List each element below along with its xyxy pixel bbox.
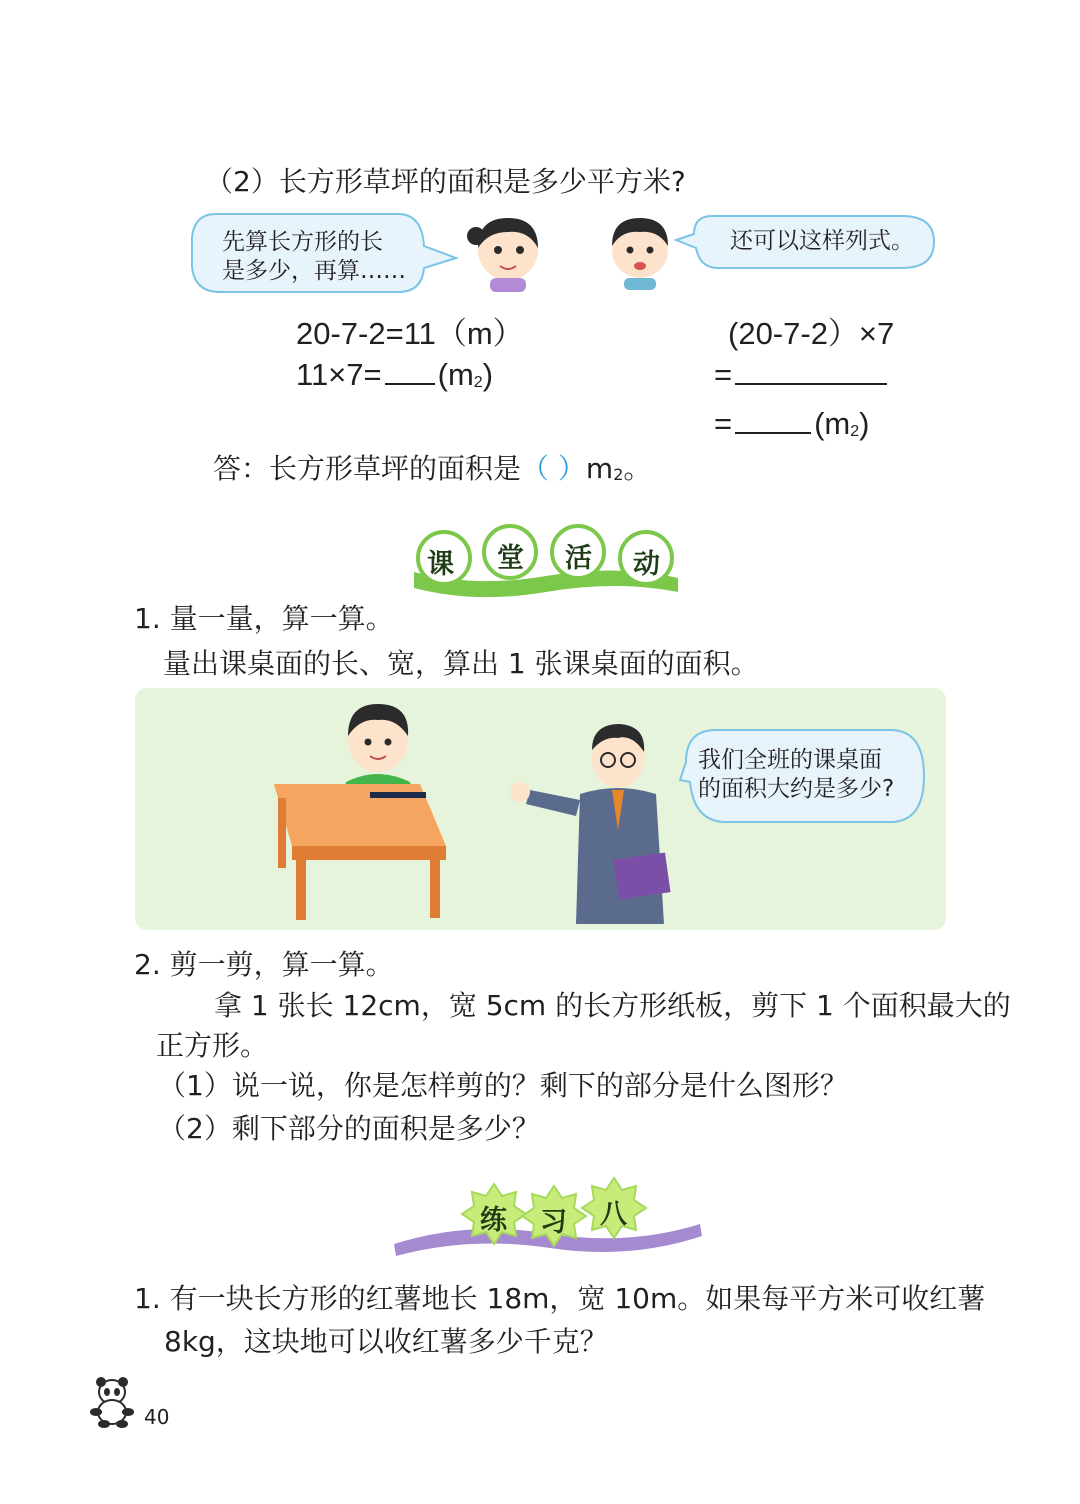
- exercise-char-2: 习: [540, 1207, 567, 1238]
- answer-prefix: 答：长方形草坪的面积是: [213, 452, 522, 485]
- boy-bubble-text: 还可以这样列式。: [730, 228, 914, 254]
- student-at-desk-illustration: [270, 700, 460, 922]
- activity-char-2: 堂: [497, 543, 524, 574]
- question-2-title: （2）长方形草坪的面积是多少平方米?: [205, 165, 686, 198]
- page-number: 40: [144, 1405, 170, 1429]
- left-calc-line-2-prefix: 11×7=: [296, 357, 382, 392]
- boy-illustration: [606, 212, 674, 290]
- right-calc-line-1: (20-7-2）×7: [728, 316, 895, 351]
- exercise-item-1-line-2: 8kg，这块地可以收红薯多少千克？: [164, 1325, 608, 1358]
- unit-exponent: 2: [850, 423, 860, 440]
- activity-item-1-text: 量出课桌面的长、宽，算出 1 张课桌面的面积。: [163, 647, 759, 680]
- answer-unit-exponent: 2: [613, 465, 624, 484]
- activity-item-2-line-1: 拿 1 张长 12cm，宽 5cm 的长方形纸板，剪下 1 个面积最大的: [214, 989, 1011, 1022]
- teacher-bubble-line-1: 我们全班的课桌面: [698, 747, 882, 773]
- activity-item-2-title: 2. 剪一剪，算一算。: [134, 948, 394, 981]
- girl-bubble-line-1: 先算长方形的长: [222, 229, 383, 255]
- panda-icon: [88, 1376, 138, 1428]
- activity-item-2-line-2: 正方形。: [156, 1029, 269, 1062]
- unit: (m: [814, 406, 851, 441]
- unit-close: ): [859, 406, 870, 441]
- answer-end: 。: [623, 452, 652, 485]
- answer-blank[interactable]: [735, 357, 887, 385]
- teacher-illustration: [500, 720, 690, 924]
- unit-exponent: 2: [473, 374, 483, 391]
- exercise-item-1-line-1: 1. 有一块长方形的红薯地长 18m，宽 10m。如果每平方米可收红薯: [134, 1282, 986, 1315]
- girl-illustration: [462, 210, 548, 292]
- exercise-char-3: 八: [600, 1199, 627, 1230]
- teacher-bubble-line-2: 的面积大约是多少?: [698, 776, 895, 802]
- activity-item-2-question-1: （1）说一说，你是怎样剪的？剩下的部分是什么图形？: [158, 1069, 848, 1102]
- answer-paren[interactable]: （ ）: [521, 452, 586, 485]
- answer-blank[interactable]: [385, 357, 435, 385]
- activity-char-3: 活: [565, 543, 592, 574]
- left-calc-line-2: [296, 357, 493, 393]
- answer-unit: m: [585, 452, 614, 485]
- teacher-bubble-text: [698, 746, 894, 804]
- activity-item-2-question-2: （2）剩下部分的面积是多少？: [158, 1112, 540, 1145]
- left-calc-line-1: 20-7-2=11（m）: [296, 316, 524, 351]
- right-calc-line-3: [714, 406, 870, 442]
- activity-char-4: 动: [633, 549, 660, 580]
- unit-close: ): [482, 357, 494, 392]
- equals-sign: =: [714, 357, 733, 392]
- answer-blank[interactable]: [735, 406, 811, 434]
- answer-line: [213, 447, 651, 487]
- right-calc-line-2: [714, 357, 890, 393]
- girl-bubble-text: [222, 228, 406, 286]
- unit: (m: [437, 357, 474, 392]
- activity-item-1-title: 1. 量一量，算一算。: [134, 602, 394, 635]
- activity-char-1: 课: [427, 549, 454, 580]
- equals-sign: =: [714, 406, 733, 441]
- exercise-char-1: 练: [480, 1205, 507, 1236]
- girl-bubble-line-2: 是多少，再算……: [222, 258, 406, 284]
